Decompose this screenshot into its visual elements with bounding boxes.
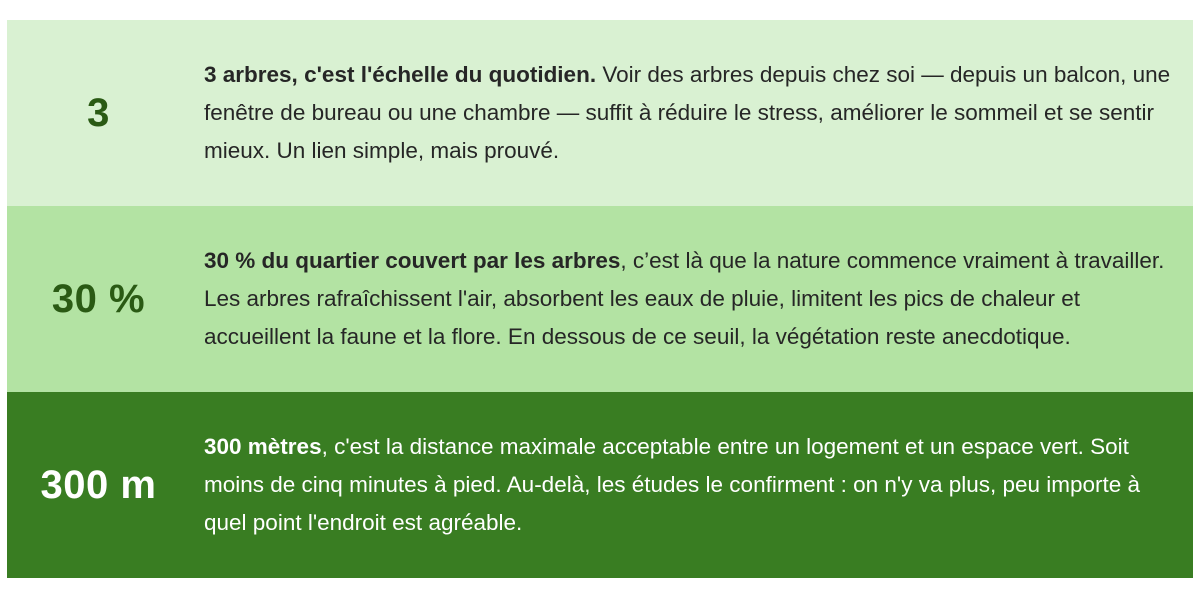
rule-row-30-percent <box>7 206 1193 392</box>
rule-description <box>190 428 1193 542</box>
stat-value: 3 <box>87 91 110 135</box>
rule-lead-text: 3 arbres, c'est l'échelle du quotidien. <box>204 62 597 87</box>
rule-body-text: , c’est là que la nature commence vraiment à travailler. Les arbres rafraîchissent l'air, absorbent les eaux de pluie, limitent les pics de chaleur et accueillent la faune et la flore. En dessous de ce seuil, la végétation reste anecdotique. <box>204 248 1165 349</box>
tree-rule-table <box>7 20 1193 578</box>
rule-lead-text: 300 mètres <box>204 434 322 459</box>
stat-value: 300 m <box>40 463 157 507</box>
stat-value: 30 % <box>51 277 146 321</box>
rule-row-300-meters <box>7 392 1193 578</box>
rule-lead-text: 30 % du quartier couvert par les arbres <box>204 248 621 273</box>
rule-row-3-trees <box>7 20 1193 206</box>
rule-description <box>190 56 1193 170</box>
rule-body-text: , c'est la distance maximale acceptable entre un logement et un espace vert. Soit moins de cinq minutes à pied. Au-delà, les études le confirment : on n'y va plus, peu importe à quel point l'endroit est agréable. <box>204 434 1141 535</box>
rule-description <box>190 242 1193 356</box>
rule-body-text: Voir des arbres depuis chez soi — depuis un balcon, une fenêtre de bureau ou une chambre — suffit à réduire le stress, améliorer le sommeil et se sentir mieux. Un lien simple, mais prouvé. <box>204 62 1171 163</box>
